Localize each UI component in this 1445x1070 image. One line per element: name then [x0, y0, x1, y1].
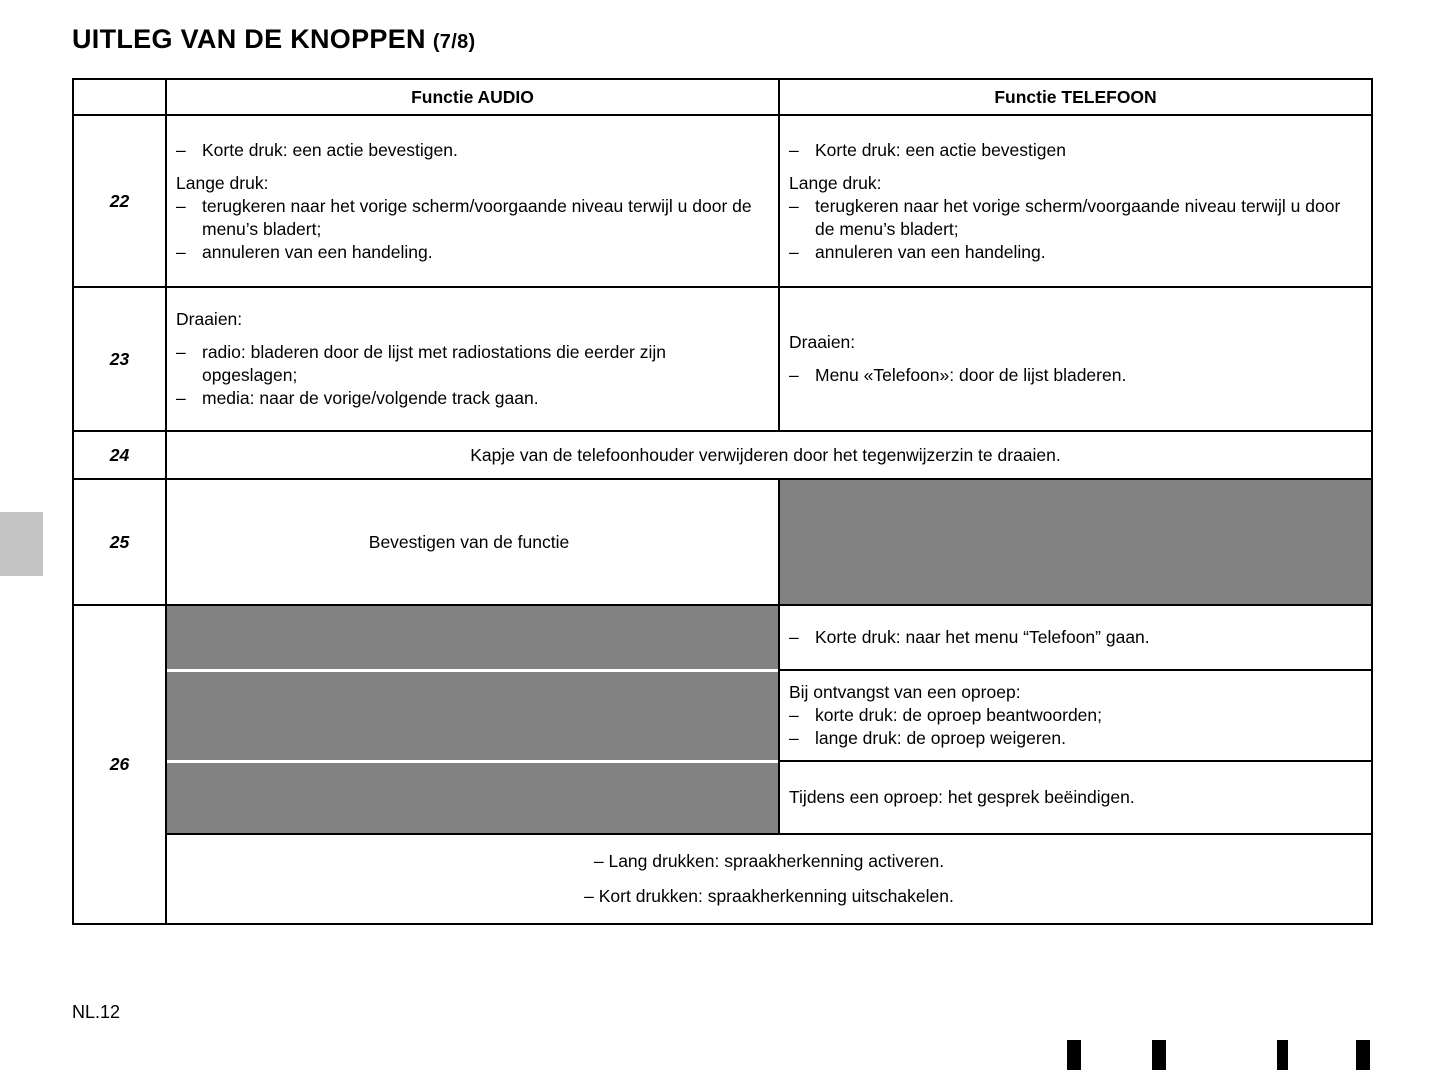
page-title	[72, 24, 475, 55]
page-title-suffix: (7/8)	[432, 31, 476, 53]
row-number-22: 22	[109, 190, 130, 211]
list-item	[789, 626, 1355, 649]
row26-subrow-4-merged	[167, 833, 1371, 923]
list-item-text: terugkeren naar het vorige scherm/voorgaande niveau terwijl u door de menu’s bladert;	[202, 195, 752, 239]
buttons-table	[72, 78, 1373, 925]
row24-merged-cell: Kapje van de telefoonhouder verwijderen door het tegenwijzerzin te draaien.	[165, 432, 1371, 478]
dash-marker: –	[789, 627, 799, 647]
print-registration-mark	[1152, 1040, 1166, 1070]
section-tab-marker	[0, 512, 43, 576]
row26-content	[165, 606, 1371, 923]
dash-marker: –	[789, 365, 799, 385]
voice-recognition-line: – Lang drukken: spraakherkenning activeren.	[593, 851, 945, 871]
cell-paragraph: Draaien:	[789, 332, 856, 352]
list-item	[789, 727, 1355, 750]
header-cell-telefoon: Functie TELEFOON	[778, 80, 1371, 114]
list-item-text: media: naar de vorige/volgende track gaan.	[202, 388, 539, 408]
row26-sub3-telefoon-cell	[778, 760, 1371, 833]
row22-audio-cell	[165, 116, 778, 286]
list-item	[789, 195, 1355, 241]
list-item-text: lange druk: de oproep weigeren.	[815, 728, 1067, 748]
cell-paragraph: Lange druk:	[789, 172, 882, 193]
table-row-23	[74, 286, 1371, 430]
row25-audio-cell: Bevestigen van de functie	[165, 480, 778, 604]
dash-marker: –	[789, 139, 799, 160]
dash-marker: –	[176, 241, 186, 262]
row26-sub1-telefoon-cell	[778, 606, 1371, 669]
row25-telefoon-cell-gray	[778, 480, 1371, 604]
row26-audio-cell-gray	[167, 606, 778, 669]
list-item	[176, 387, 762, 410]
list-item-text: annuleren van een handeling.	[815, 241, 1046, 262]
list-item-text: Menu «Telefoon»: door de lijst bladeren.	[815, 365, 1127, 385]
list-item	[176, 195, 762, 241]
list-item	[176, 341, 762, 387]
page-number: NL.12	[72, 1002, 121, 1022]
list-item-text: terugkeren naar het vorige scherm/voorgaande niveau terwijl u door de menu’s bladert;	[815, 195, 1341, 239]
print-registration-mark	[1067, 1040, 1081, 1070]
row-number-23: 23	[109, 348, 130, 369]
dash-marker: –	[789, 728, 799, 748]
print-registration-mark	[1277, 1040, 1288, 1070]
row-number-26: 26	[109, 754, 130, 774]
row-number-24: 24	[109, 444, 130, 465]
row26-audio-cell-gray	[167, 669, 778, 760]
dash-marker: –	[176, 388, 186, 408]
cell-paragraph: Bij ontvangst van een oproep:	[789, 682, 1021, 702]
list-item-text: Korte druk: naar het menu “Telefoon” gaan.	[815, 627, 1150, 647]
row23-audio-cell	[165, 288, 778, 430]
list-item	[789, 704, 1355, 727]
list-item-text: radio: bladeren door de lijst met radiostations die eerder zijn opgeslagen;	[202, 342, 667, 385]
page-title-main: UITLEG VAN DE KNOPPEN	[72, 24, 426, 54]
cell-paragraph: Lange druk:	[176, 172, 269, 193]
dash-marker: –	[176, 195, 186, 216]
cell-paragraph: Tijdens een oproep: het gesprek beëindigen.	[789, 787, 1135, 807]
table-header-row	[74, 80, 1371, 114]
row26-subrow-3	[167, 760, 1371, 833]
table-row-26	[74, 604, 1371, 923]
row26-subrow-1	[167, 606, 1371, 669]
table-row-24	[74, 430, 1371, 478]
list-item	[176, 139, 762, 162]
voice-recognition-line: – Kort drukken: spraakherkenning uitschakelen.	[584, 886, 954, 906]
row22-telefoon-cell	[778, 116, 1371, 286]
cell-paragraph: Draaien:	[176, 309, 243, 329]
list-item-text: annuleren van een handeling.	[202, 241, 433, 262]
header-cell-empty	[74, 80, 165, 114]
row-number-25: 25	[109, 531, 130, 552]
list-item	[176, 241, 762, 264]
table-row-25	[74, 478, 1371, 604]
list-item	[789, 241, 1355, 264]
list-item	[789, 364, 1355, 387]
table-row-22	[74, 114, 1371, 286]
header-cell-audio: Functie AUDIO	[165, 80, 778, 114]
row23-telefoon-cell	[778, 288, 1371, 430]
dash-marker: –	[789, 195, 799, 216]
list-item-text: Korte druk: een actie bevestigen.	[202, 139, 458, 160]
row26-audio-cell-gray	[167, 760, 778, 833]
dash-marker: –	[176, 139, 186, 160]
row26-subrow-2	[167, 669, 1371, 760]
dash-marker: –	[789, 705, 799, 725]
print-registration-mark	[1356, 1040, 1370, 1070]
list-item-text: korte druk: de oproep beantwoorden;	[815, 705, 1102, 725]
dash-marker: –	[789, 241, 799, 262]
list-item	[789, 139, 1355, 162]
list-item-text: Korte druk: een actie bevestigen	[815, 139, 1066, 160]
dash-marker: –	[176, 342, 186, 362]
row26-sub2-telefoon-cell	[778, 669, 1371, 760]
